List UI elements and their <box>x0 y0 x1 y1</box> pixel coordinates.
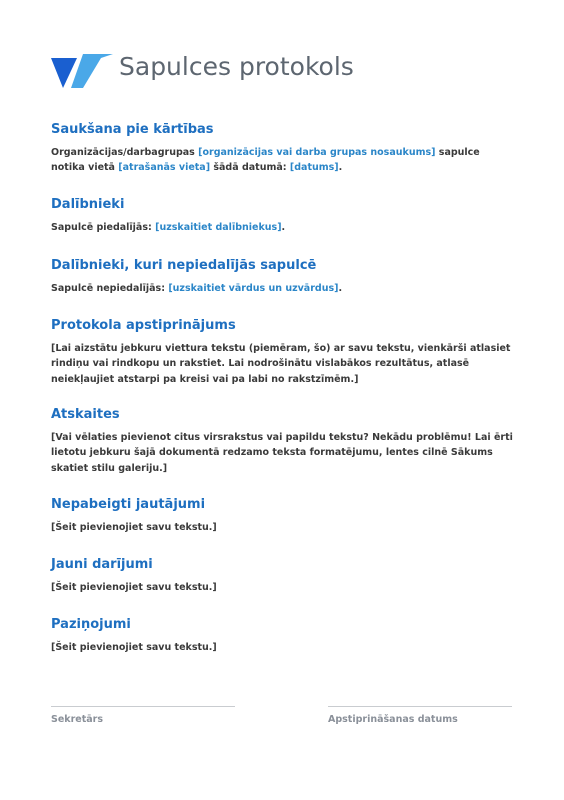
text-run: sapulce notika vietā <box>51 147 480 174</box>
text-run: Sapulcē nepiedalījās: <box>51 283 169 294</box>
heading-reports[interactable]: Atskaites <box>51 407 120 422</box>
placeholder-location[interactable]: [atrašanās vieta] <box>118 162 211 174</box>
placeholder-attendees[interactable]: [uzskaitiet dalībniekus] <box>155 222 282 233</box>
absent-text[interactable] <box>51 281 514 296</box>
heading-announcements[interactable]: Paziņojumi <box>51 617 131 632</box>
approval-date-line <box>328 706 512 707</box>
reports-text[interactable]: [Vai vēlaties pievienot citus virsrakstus vai papildu tekstu? Nekādu problēmu! Lai ērti lietotu jebkuru šajā dokumentā redzamo teksta formatējumu, lentes cilnē Sākums skatiet stilu galeriju.] <box>51 432 513 474</box>
heading-approval[interactable]: Protokola apstiprinājums <box>51 318 236 333</box>
call-to-order-text[interactable] <box>51 145 514 176</box>
attendees-text[interactable] <box>51 220 514 235</box>
placeholder-date[interactable]: [datums] <box>289 162 339 174</box>
text-run: Sapulcē piedalījās: <box>51 222 156 233</box>
text-run: . <box>338 283 343 294</box>
text-run: . <box>281 222 286 233</box>
announcements-text[interactable]: [Šeit pievienojiet savu tekstu.] <box>51 642 217 653</box>
section-reports <box>51 406 514 476</box>
unfinished-text[interactable]: [Šeit pievienojiet savu tekstu.] <box>51 522 217 533</box>
document-title[interactable]: Sapulces protokols <box>119 52 354 81</box>
section-call-to-order <box>51 121 514 176</box>
heading-absent[interactable]: Dalībnieki, kuri nepiedalījās sapulcē <box>51 258 317 273</box>
section-announcements <box>51 616 514 655</box>
placeholder-organization[interactable]: [organizācijas vai darba grupas nosaukums] <box>198 147 436 158</box>
secretary-label[interactable]: Sekretārs <box>51 714 104 725</box>
heading-unfinished[interactable]: Nepabeigti jautājumi <box>51 497 206 512</box>
placeholder-absent[interactable]: [uzskaitiet vārdus un uzvārdus] <box>168 283 339 294</box>
section-absent <box>51 257 514 296</box>
text-run: . <box>338 162 343 174</box>
secretary-signature-line <box>51 706 235 707</box>
section-new-business <box>51 556 514 595</box>
heading-new-business[interactable]: Jauni darījumi <box>51 557 153 572</box>
section-unfinished <box>51 496 514 535</box>
section-attendees <box>51 196 514 235</box>
heading-call-to-order[interactable]: Saukšana pie kārtības <box>51 122 214 137</box>
heading-attendees[interactable]: Dalībnieki <box>51 197 125 212</box>
approval-date-label[interactable]: Apstiprināšanas datums <box>328 714 458 725</box>
text-run: Organizācijas/darbagrupas <box>51 147 199 158</box>
approval-text[interactable]: [Lai aizstātu jebkuru viettura tekstu (piemēram, šo) ar savu tekstu, vienkārši atlasiet rindiņu vai rindkopu un rakstiet. Lai nodrošinātu vislabākos rezultātus, atlasē neiekļaujiet atstarpi pa kreisi vai pa labi no rakstzīmēm.] <box>51 343 511 385</box>
section-approval <box>51 317 514 387</box>
text-run: šādā datumā: <box>210 162 290 174</box>
logo-icon <box>51 54 113 90</box>
new-business-text[interactable]: [Šeit pievienojiet savu tekstu.] <box>51 582 217 593</box>
